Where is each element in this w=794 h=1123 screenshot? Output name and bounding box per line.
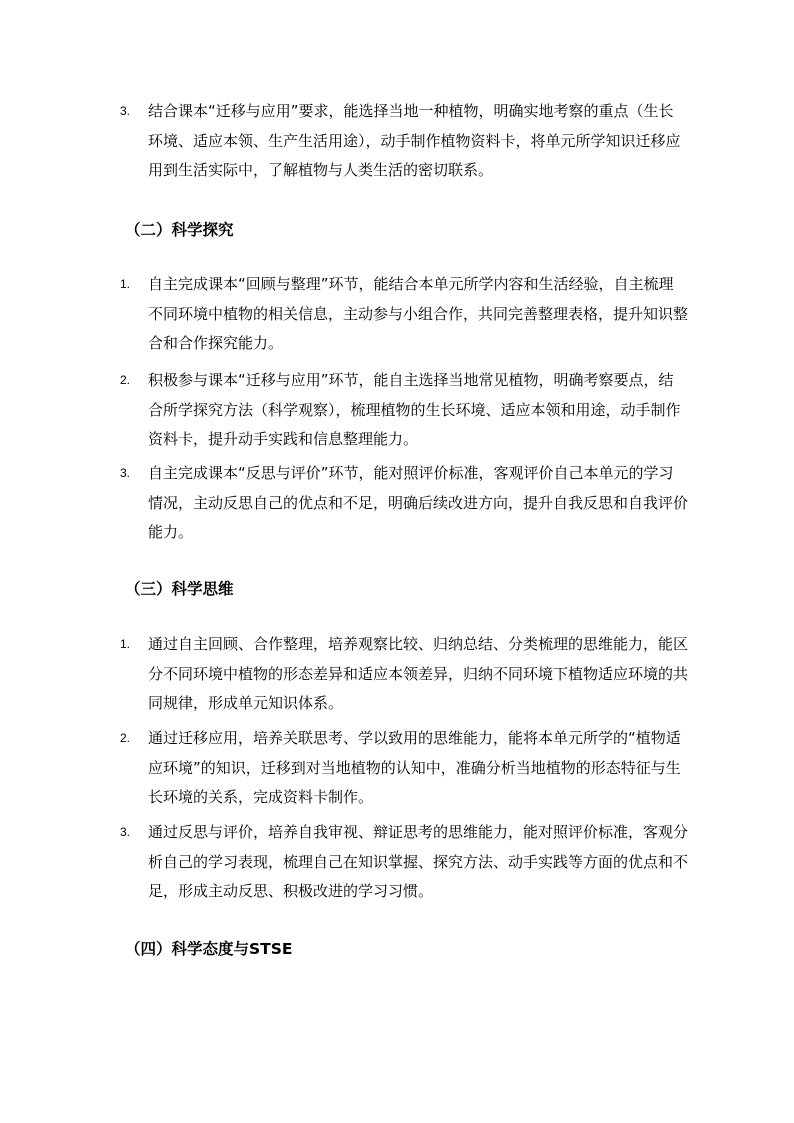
- list-item-number: 2.: [120, 373, 131, 387]
- section-heading-thinking: （三）科学思维: [125, 580, 234, 598]
- list-item-number: 2.: [120, 731, 131, 745]
- list-item-text: 自主完成课本“回顾与整理”环节，能结合本单元所学内容和生活经验，自主梳理不同环境中植物的相关信息，主动参与小组合作，共同完善整理表格，提升知识整合和合作探究能力。: [148, 275, 689, 352]
- list-item-number: 3.: [120, 466, 131, 480]
- list-item-text: 通过反思与评价，培养自我审视、辩证思考的思维能力，能对照评价标准，客观分析自己的学习表现，梳理自己在知识掌握、探究方法、动手实践等方面的优点和不足，形成主动反思、积极改进的学习习惯。: [148, 823, 689, 900]
- list-item-number: 1.: [120, 277, 131, 291]
- section-heading-inquiry: （二）科学探究: [125, 221, 234, 239]
- list-item-text: 通过自主回顾、合作整理，培养观察比较、归纳总结、分类梳理的思维能力，能区分不同环境中植物的形态差异和适应本领差异，归纳不同环境下植物适应环境的共同规律，形成单元知识体系。: [148, 635, 689, 712]
- list-item-number: 3.: [120, 104, 131, 118]
- list-item-text: 通过迁移应用，培养关联思考、学以致用的思维能力，能将本单元所学的“植物适应环境”的知识，迁移到对当地植物的认知中，准确分析当地植物的形态特征与生长环境的关系，完成资料卡制作。: [148, 729, 681, 806]
- list-item-number: 1.: [120, 637, 131, 651]
- section-heading-attitude-stse: （四）科学态度与STSE: [125, 940, 293, 958]
- list-item-text: 积极参与课本“迁移与应用”环节，能自主选择当地常见植物，明确考察要点，结合所学探究方法（科学观察），梳理植物的生长环境、适应本领和用途，动手制作资料卡，提升动手实践和信息整理能力。: [148, 371, 681, 448]
- list-item-text: 结合课本“迁移与应用”要求，能选择当地一种植物，明确实地考察的重点（生长环境、适应本领、生产生活用途），动手制作植物资料卡，将单元所学知识迁移应用到生活实际中，了解植物与人类生活的密切联系。: [148, 102, 681, 179]
- list-item-number: 3.: [120, 825, 131, 839]
- list-item-text: 自主完成课本“反思与评价”环节，能对照评价标准，客观评价自己本单元的学习情况，主动反思自己的优点和不足，明确后续改进方向，提升自我反思和自我评价能力。: [148, 464, 689, 541]
